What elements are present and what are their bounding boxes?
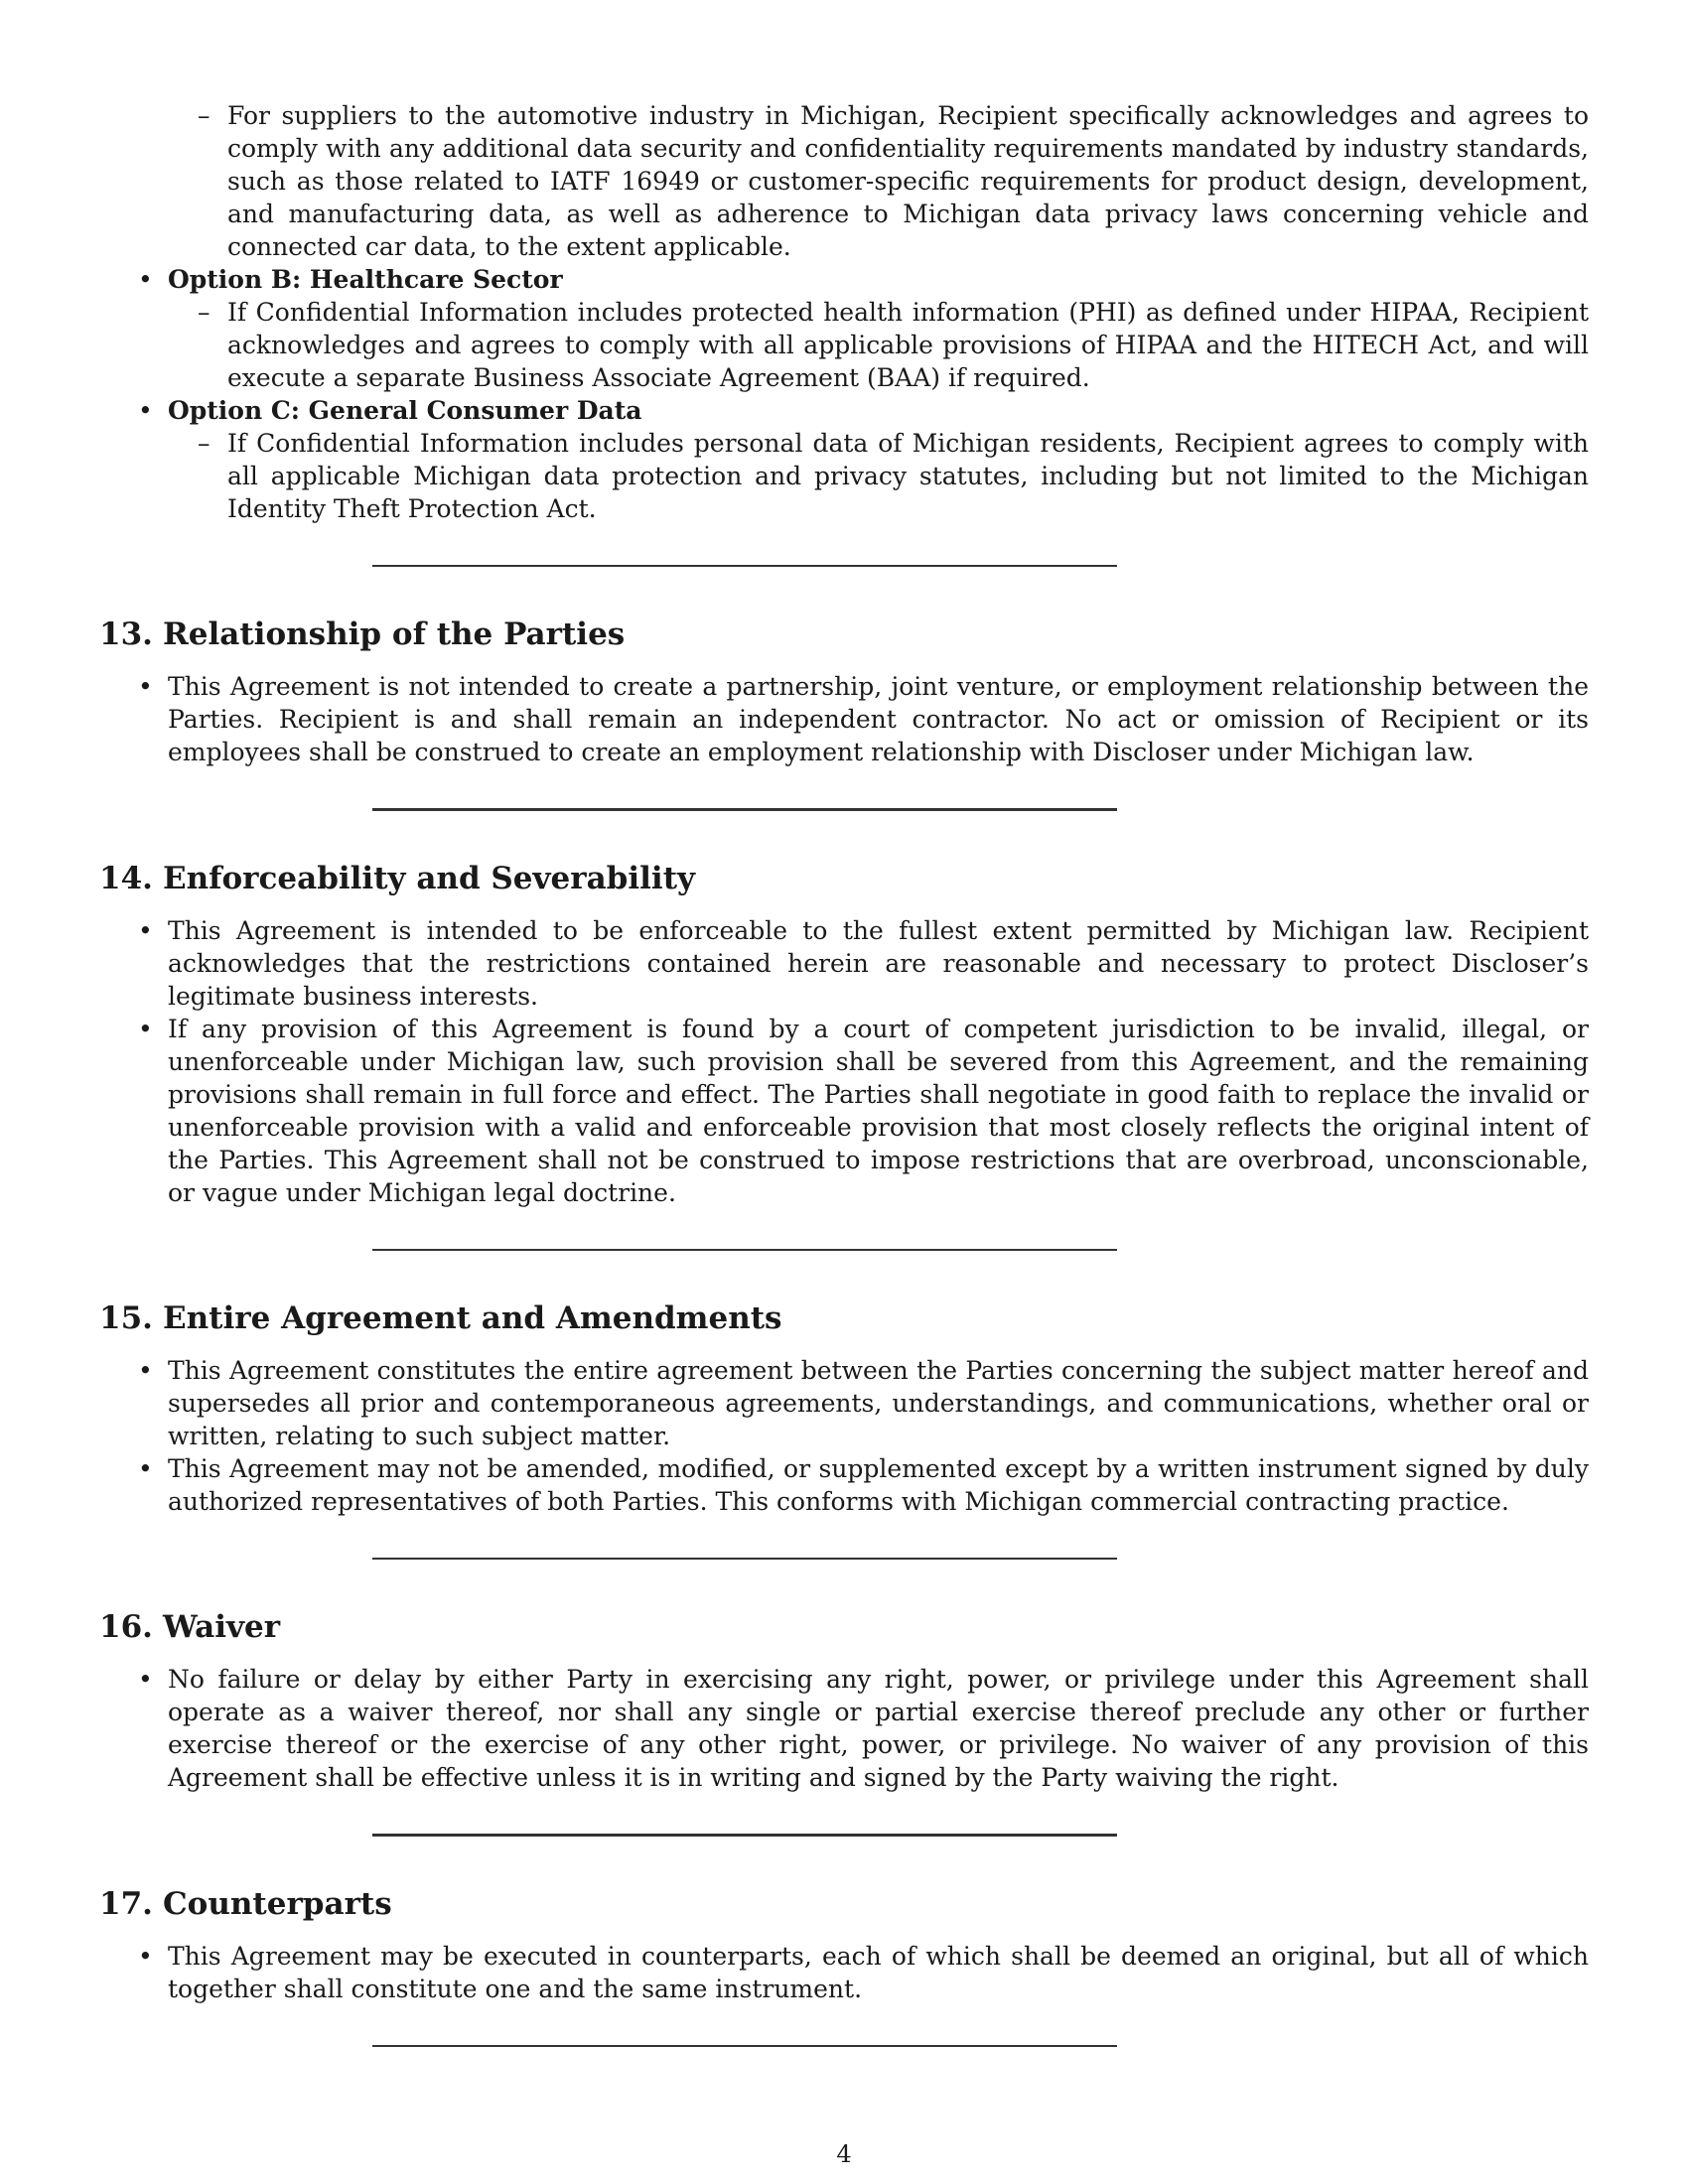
section-16-bullet [99, 1663, 1589, 1794]
section-number: 15. [99, 1300, 153, 1336]
section-divider [372, 1558, 1117, 1560]
section-16-text: No failure or delay by either Party in exercising any right, power, or privilege under this Agreement shall operate as a waiver thereof, nor shall any single or partial exercise thereof preclude any other or further exercise thereof or the exercise of any other right, power, or privilege. No waiver of any provision of this Agreement shall be effective unless it is in writing and signed by the Party waiving the right. [168, 1665, 1589, 1792]
section-15-text-2: This Agreement may not be amended, modified, or supplemented except by a written instrument signed by duly authorized representatives of both Parties. This conforms with Michigan commercial contracting practice. [168, 1454, 1589, 1516]
section-divider [372, 1834, 1117, 1837]
option-b-title: Option B: Healthcare Sector [168, 265, 563, 294]
option-c-title: Option C: General Consumer Data [168, 396, 642, 425]
section-title: Entire Agreement and Amendments [163, 1300, 782, 1336]
option-b-detail-item [99, 296, 1589, 394]
section-number: 14. [99, 861, 153, 896]
page-content [99, 99, 1589, 2047]
section-13-heading [99, 614, 1589, 654]
section-divider [372, 1249, 1117, 1251]
section-number: 17. [99, 1886, 153, 1922]
option-c-detail-item [99, 427, 1589, 525]
section-title: Counterparts [163, 1886, 392, 1922]
automotive-requirement-text: For suppliers to the automotive industry in Michigan, Recipient specifically acknowledges and agrees to comply with any additional data security and confidentiality requirements mandated by industry standards, such as those related to IATF 16949 or customer-specific requirements for product design, development, and manufacturing data, as well as adherence to Michigan data privacy laws concerning vehicle and connected car data, to the extent applicable. [227, 101, 1589, 261]
section-14-heading [99, 859, 1589, 898]
section-15-heading [99, 1298, 1589, 1338]
section-title: Waiver [163, 1609, 281, 1645]
section-15-bullet-1 [99, 1354, 1589, 1452]
section-15-bullet-2 [99, 1452, 1589, 1518]
section-15-text-1: This Agreement constitutes the entire agreement between the Parties concerning the subject matter hereof and supersedes all prior and contemporaneous agreements, understandings, and communications, whether oral or written, relating to such subject matter. [168, 1356, 1589, 1450]
section-17-text: This Agreement may be executed in counterparts, each of which shall be deemed an original, but all of which together shall constitute one and the same instrument. [168, 1942, 1589, 2003]
section-divider [372, 808, 1117, 811]
section-14-text-1: This Agreement is intended to be enforceable to the fullest extent permitted by Michigan law. Recipient acknowledges that the restrictions contained herein are reasonable and necessary to protect Discloser’s legitimate business interests. [168, 916, 1589, 1011]
section-17-bullet [99, 1940, 1589, 2005]
section-title: Enforceability and Severability [163, 861, 696, 896]
section-14-bullet-1 [99, 914, 1589, 1013]
section-13-text: This Agreement is not intended to create a partnership, joint venture, or employment relationship between the Parties. Recipient is and shall remain an independent contractor. No act or omission of Recipient or its employees shall be construed to create an employment relationship with Discloser under Michigan law. [168, 672, 1589, 766]
automotive-requirement-item [99, 99, 1589, 263]
section-number: 16. [99, 1609, 153, 1645]
section-divider [372, 2045, 1117, 2047]
section-13-bullet [99, 670, 1589, 768]
section-divider [372, 565, 1117, 567]
section-14-text-2: If any provision of this Agreement is found by a court of competent jurisdiction to be invalid, illegal, or unenforceable under Michigan law, such provision shall be severed from this Agreement, and the remaining provisions shall remain in full force and effect. The Parties shall negotiate in good faith to replace the invalid or unenforceable provision with a valid and enforceable provision that most closely reflects the original intent of the Parties. This Agreement shall not be construed to impose restrictions that are overbroad, unconscionable, or vague under Michigan legal doctrine. [168, 1015, 1589, 1207]
section-16-heading [99, 1607, 1589, 1647]
option-b-text: If Confidential Information includes protected health information (PHI) as defined under HIPAA, Recipient acknowledges and agrees to comply with all applicable provisions of HIPAA and the HITECH Act, and will execute a separate Business Associate Agreement (BAA) if required. [227, 298, 1589, 392]
option-c-text: If Confidential Information includes personal data of Michigan residents, Recipient agrees to comply with all applicable Michigan data protection and privacy statutes, including but not limited to the Michigan Identity Theft Protection Act. [227, 429, 1589, 523]
section-number: 13. [99, 616, 153, 652]
option-b-item [99, 263, 1589, 296]
section-title: Relationship of the Parties [163, 616, 626, 652]
page-number: 4 [836, 2140, 852, 2168]
section-14-bullet-2 [99, 1013, 1589, 1209]
option-c-item [99, 394, 1589, 427]
section-17-heading [99, 1884, 1589, 1924]
